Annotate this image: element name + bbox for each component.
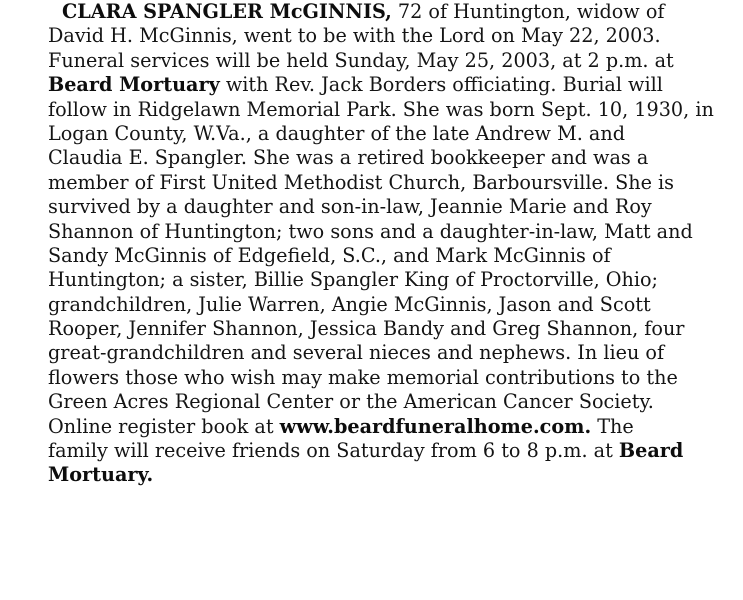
obituary-line: family will receive friends on Saturday from 6 to 8 p.m. at Beard <box>48 439 684 463</box>
obituary-line: CLARA SPANGLER McGINNIS, 72 of Huntington, widow of <box>62 0 665 23</box>
register-website: www.beardfuneralhome.com. <box>279 414 592 438</box>
obituary-text <box>48 0 728 488</box>
obituary-line: Beard Mortuary with Rev. Jack Borders officiating. Burial will <box>48 73 663 97</box>
obituary-line: David H. McGinnis, went to be with the Lord on May 22, 2003. <box>48 24 661 48</box>
obituary-line: follow in Ridgelawn Memorial Park. She was born Sept. 10, 1930, in <box>48 97 714 121</box>
obituary-line: Huntington; a sister, Billie Spangler King of Proctorville, Ohio; <box>48 268 659 292</box>
funeral-home-name: Beard Mortuary <box>48 73 220 97</box>
obituary-line: grandchildren, Julie Warren, Angie McGinnis, Jason and Scott <box>48 292 651 316</box>
obituary-line: great-grandchildren and several nieces and nephews. In lieu of <box>48 341 665 365</box>
obituary-line: Shannon of Huntington; two sons and a daughter-in-law, Matt and <box>48 219 693 243</box>
obituary-line: Logan County, W.Va., a daughter of the late Andrew M. and <box>48 121 625 145</box>
visitation-location: Beard <box>618 439 684 463</box>
deceased-name: CLARA SPANGLER McGINNIS, <box>62 0 392 23</box>
visitation-location-continued: Mortuary. <box>48 463 154 487</box>
obituary-line: Funeral services will be held Sunday, May 25, 2003, at 2 p.m. at <box>48 48 674 72</box>
obituary-line <box>48 463 728 487</box>
obituary-line: Online register book at www.beardfuneralhome.com. The <box>48 414 634 438</box>
obituary-line: survived by a daughter and son-in-law, Jeannie Marie and Roy <box>48 195 652 219</box>
obituary-line: member of First United Methodist Church, Barboursville. She is <box>48 170 675 194</box>
obituary-line: Green Acres Regional Center or the American Cancer Society. <box>48 390 654 414</box>
obituary-line: flowers those who wish may make memorial contributions to the <box>48 365 678 389</box>
obituary-line: Sandy McGinnis of Edgefield, S.C., and Mark McGinnis of <box>48 243 611 267</box>
obituary-line: Claudia E. Spangler. She was a retired bookkeeper and was a <box>48 146 649 170</box>
obituary-line: Rooper, Jennifer Shannon, Jessica Bandy and Greg Shannon, four <box>48 317 685 341</box>
